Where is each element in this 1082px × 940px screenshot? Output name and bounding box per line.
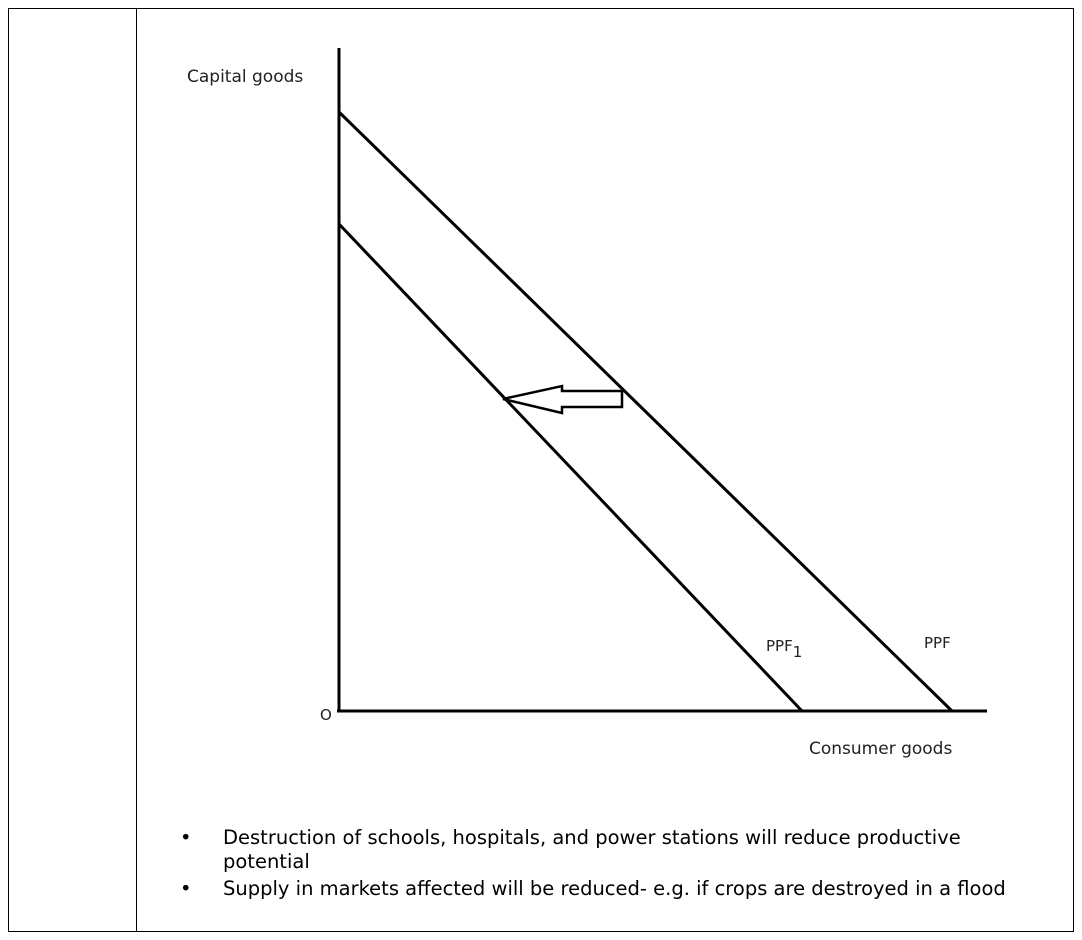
bullet-text: Supply in markets affected will be reduced- e.g. if crops are destroyed in a flood <box>223 877 1006 900</box>
bullet-item <box>180 826 1040 874</box>
ppf-line <box>339 112 952 711</box>
bullet-symbol: • <box>180 826 192 849</box>
y-axis-label: Capital goods <box>187 67 304 87</box>
ppf1-line <box>339 224 802 711</box>
ppf1-label <box>766 637 802 661</box>
shift-arrow <box>503 386 622 413</box>
bullet-text: Destruction of schools, hospitals, and power stations will reduce productive potential <box>223 826 961 873</box>
ppf-label <box>924 634 951 652</box>
bullet-item <box>180 877 1040 901</box>
x-axis-label: Consumer goods <box>809 739 953 759</box>
ppf-label-text: PPF <box>924 634 951 652</box>
bullet-list <box>180 826 1040 904</box>
bullet-symbol: • <box>180 877 192 900</box>
ppf1-label-text: PPF <box>766 637 793 655</box>
origin-label: O <box>320 706 332 724</box>
ppf1-subscript: 1 <box>792 643 803 661</box>
